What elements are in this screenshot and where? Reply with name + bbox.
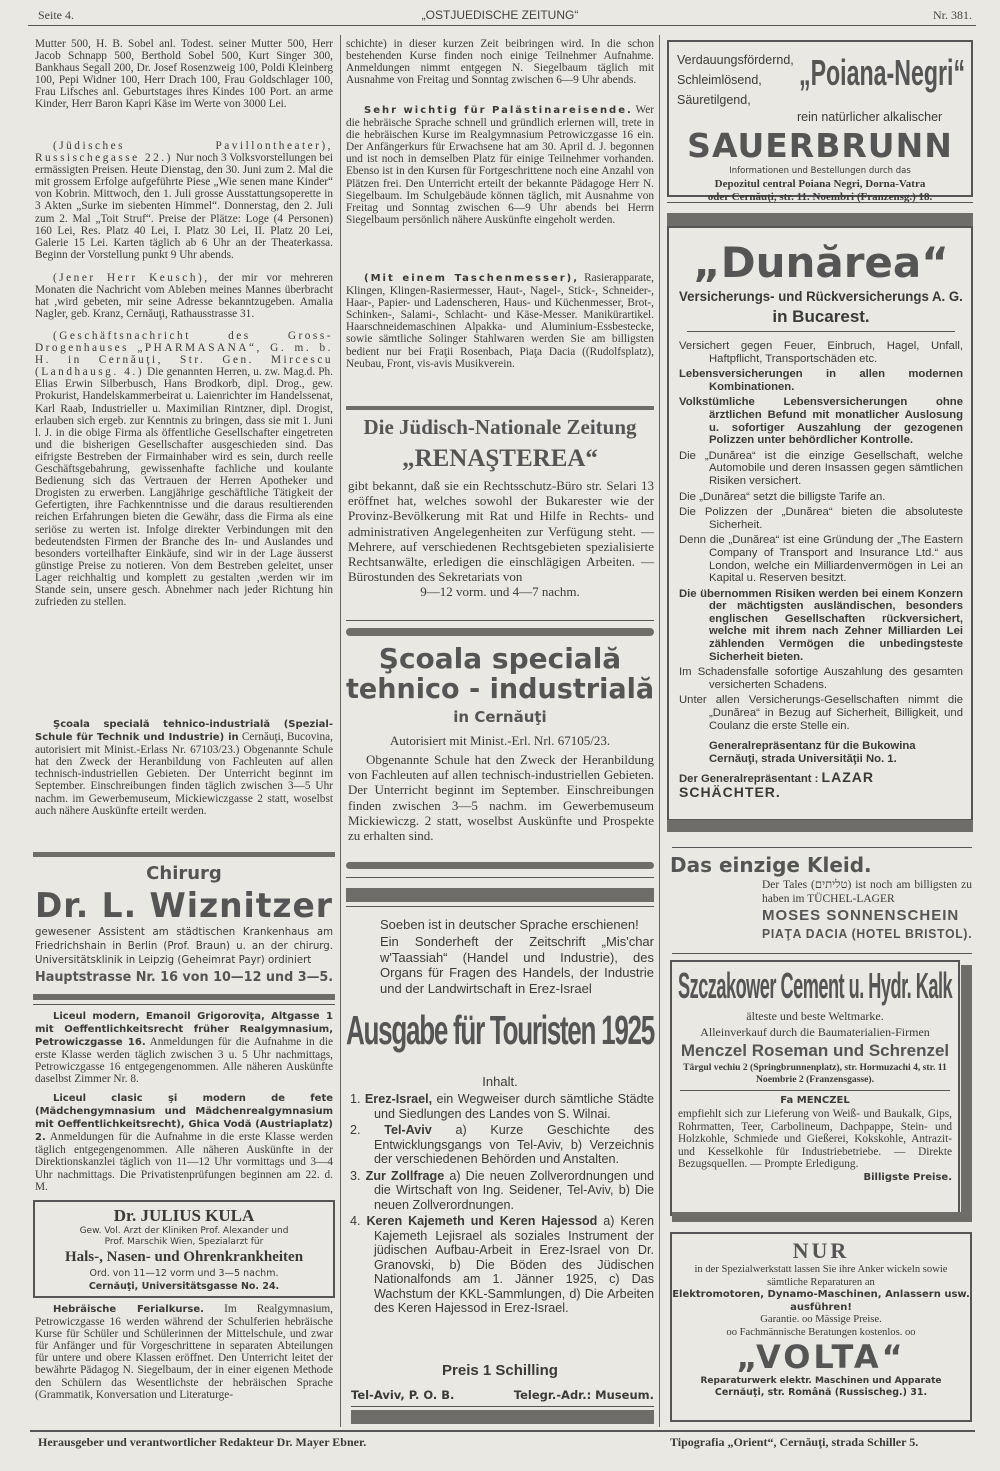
dunarea-para: Im Schadensfalle sofortige Auszahlung des gesamten versicherten Schadens.	[679, 666, 963, 691]
inhalt-list	[346, 1092, 654, 1316]
dunarea-para: Die übernommen Risiken werden bei einem Konzern der mächtigsten ausländischen, besonders englischen Gesellschaften rückversichert, welche mit ihrem nach Zehner Milliarden Lei zählenden Vermögen die unbedingsteste Sicherheit bieten.	[679, 587, 963, 663]
address-line: Depozitul central Poiana Negri, Dorna-Vatra	[714, 178, 926, 190]
divider-band	[667, 820, 973, 832]
volta-l5: Reparaturwerk elektr. Maschinen und Apparate	[700, 1376, 942, 1386]
wiznitzer-name: Dr. L. Wiznitzer	[35, 886, 333, 926]
kleid-text: Der Tales (טליתים) ist noch am billigsten zu haben im TÜCHEL-LAGER	[762, 879, 972, 905]
section	[35, 1010, 333, 1092]
scoala-notice	[35, 718, 333, 817]
lead: (Jüdisches Pavillontheater), Russischegasse 22.)	[35, 140, 333, 165]
touristen-title-wrap	[346, 1000, 654, 1072]
inhalt-item	[350, 1214, 654, 1316]
sauerbrunn-title: SAUERBRUNN	[687, 126, 953, 165]
kula-l1: Gew. Vol. Arzt der Kliniken Prof. Alexander und	[79, 1226, 289, 1236]
volta-address: Cernăuţi, str. Română (Russischeg.) 31.	[714, 1387, 928, 1398]
body: Nur noch 3 Volksvorstellungen bei ermässigten Preisen. Heute Dienstag, den 30. Juni zum 2. Mal die mit grossem Erfolge aufgeführte Piese „Wie senen mane Kinder“ von Kobrin. Mittwoch, den 1. Juli grosse Ausstattungsoperette in 3 Akten „Surke im siebenten Himmel“. Donnerstag, den 2. Juli zum 2. Mal „Toit Struf“. Preise der Plätze: Loge (4 Personen) 160 Lei, Res. Platz 40 Lei, I. Platz 30 Lei, II. Platz 20 Lei, Galerie 15 Lei. Karten täglich ab 6 Uhr an der Theaterkassa. Beginn der Vorstellung punkt 9 Uhr abends.	[35, 152, 333, 261]
lead: Hebräische Ferialkurse.	[53, 1304, 204, 1315]
volta-l1: in der Spezialwerkstatt lassen Sie ihre Anker wickeln sowie sämtliche Reparaturen an	[694, 1264, 948, 1288]
claim: Säuretilgend,	[677, 93, 751, 107]
shadow-band	[672, 1212, 972, 1222]
lead: (Jener Herr Keusch),	[53, 272, 210, 284]
dunarea-body	[679, 340, 963, 801]
renasterea-title: Die Jüdisch-Nationale Zeitung	[363, 415, 637, 439]
rep-label: Der Generalrepräsentant :	[679, 773, 819, 786]
column-rule	[659, 35, 660, 1427]
poiana-brand: „Poiana-Negri“	[799, 52, 966, 93]
rule	[680, 1090, 950, 1091]
dunarea-para: Unter allen Versicherungs-Gesellschaften nimmt die „Dunărea“ in Bezug auf Sicherheit, Billigkeit, und Coulanz die erste Stelle ein.	[679, 694, 963, 732]
dunarea-gen2: Cernăuţi, strada Universităţii No. 1.	[709, 752, 897, 765]
wavy-band	[346, 628, 654, 636]
address-row	[346, 1384, 654, 1406]
wiznitzer-ad	[35, 862, 333, 994]
taschenmesser-ad	[346, 272, 654, 370]
dunarea-brand: „Dunărea“	[693, 238, 949, 287]
section	[35, 272, 333, 330]
body: der mir vor mehreren Monaten die Nachricht vom Ableben meines Mannes überbracht hat ,wird gebeten, mir seine Adresse bekanntzugeben. Amalia Nagler, geb. Kranz, Cernăuţi, Rathausstrasse 31.	[35, 272, 333, 321]
donations-paragraph: Mutter 500, H. B. Sobel anl. Todest. seiner Mutter 500, Herr Jacob Schnapp 500, Berthold Sobel 500, Kurt Singer 300, Bankhaus Segall 200, Dr. Josef Rosenzweig 100, Poldi Kleinberg 100, Pepi Widner 100, Herr Drach 100, Frau Goldschlager 100, Frau Lifsches anl. Geburtstages ihres Kindes 100 Port. an arme Kinder, Herr Baron Kapri Käse im Werte von 3000 Lei.	[35, 38, 333, 111]
dunarea-para: Lebensversicherungen in allen modernen Kombinationen.	[679, 368, 963, 393]
ferialkurse-continued: schichte) in dieser kurzen Zeit beibringen wird. In die schon bestehenden Kurse finden noch einige Teilnehmer Aufnahme. Anmeldungen nimmt entgegen N. Siegelbaum täglich mit Ausnahme von Freitag und Sonntag zwischen 6—9 Uhr abends.	[346, 38, 654, 87]
body: Cernăuţi, Bucovina, autorisiert mit Minist.-Erlass Nr. 67103/23.) Obgenannte Schule hat den Zweck der Heranbildung von Fachleuten auf allen technisch-industriellen Gebieten. Der Unterricht beginnt im September. Einschreibungen finden täglich zwischen 3—5 Uhr nachm. im Gewerbemuseum, Mickiewiczgasse 2 statt, woselbst auch nähere Auskünfte erteilt werden.	[35, 731, 333, 817]
inhalt-item	[350, 1123, 654, 1167]
section	[346, 934, 654, 1000]
szczakower-firm: Menczel Roseman und Schrenzel	[680, 1041, 950, 1060]
rule	[33, 1004, 335, 1005]
inhalt-item	[350, 1169, 654, 1213]
rule	[672, 953, 972, 954]
scoala-title-1-wrap	[346, 644, 654, 674]
scoala-authorization: Autorisiert mit Minist.-Erl. Nrl. 67105/23.	[389, 733, 611, 748]
section	[346, 104, 654, 272]
dunarea-gen1: Generalrepräsentanz für die Bukowina	[709, 740, 916, 753]
section	[35, 1092, 333, 1200]
rule	[351, 1406, 654, 1407]
renasterea-hours: 9—12 vorm. und 4—7 nachm.	[420, 584, 580, 600]
szczakower-ad	[670, 960, 960, 1216]
szczakower-l1: älteste und beste Weltmarke.	[746, 1009, 884, 1023]
poiana-sub: rein natürlicher alkalischer	[797, 110, 943, 124]
szczakower-title: Szczakower Cement u. Hydr. Kalk	[678, 965, 953, 1006]
address-line-wrap	[673, 178, 967, 191]
dunarea-para: Die Polizzen der „Dunărea“ bieten die absoluteste Sicherheit.	[679, 506, 963, 531]
lead: Liceul clasic şi modern de fete (Mädchengymnasium und Mädchenrealgymnasium mit Oeffentlichkeitsrecht), Ghica Vodă (Austriaplatz) 2.	[35, 1093, 333, 1144]
divider	[346, 862, 654, 915]
item-number: 2.	[350, 1123, 361, 1137]
wavy-band	[346, 862, 654, 869]
divider-band	[351, 1410, 654, 1424]
keusch-notice	[35, 272, 333, 320]
body: Rasierapparate, Klingen, Klingen-Rasiermesser, Haut-, Nagel-, Stick-, Schneider-, Haar-, Papier- und Ladenscheren, Haus- und Küchenmesser, Brot-, Schinken-, Salami-, Schlacht- und Käse-Messer. Manikürartikel. Haarschneidemaschinen Alpakka- und Aluminium-Essbestecke, sowie sämtliche Solinger Stahlwaren werden Sie am billigsten bedient nur bei Fraţii Rosenbach, Piaţa Dacia ((Rudolfsplatz), Neubau, Front, vis-avis Musikverein.	[346, 272, 655, 370]
section	[35, 140, 333, 272]
header-rule	[28, 25, 976, 26]
rule	[672, 847, 972, 848]
divider-band	[33, 994, 335, 1000]
item-heading: Erez-Israel,	[364, 1092, 433, 1106]
volta-brand: „VOLTA“	[736, 1338, 906, 1376]
poiana-brand-wrap	[799, 48, 965, 98]
kleid-address-wrap	[762, 925, 972, 942]
item-text: ein Wegweiser durch sämtliche Städte und Siedlungen des Landes von S. Wilnai.	[374, 1092, 655, 1121]
poiana-negri-ad	[667, 40, 973, 203]
volta-l4: oo Fachmännische Beratungen kostenlos. oo	[726, 1326, 916, 1338]
section	[35, 330, 333, 718]
kula-hours: Ord. von 11—12 vorm und 3—5 nachm.	[89, 1268, 279, 1279]
dunarea-para: Versichert gegen Feuer, Einbruch, Hagel, Unfall, Haftpflicht, Transportschäden etc.	[679, 340, 963, 365]
section	[35, 718, 333, 852]
kula-specialty: Hals-, Nasen- und Ohrenkrankheiten	[64, 1249, 304, 1265]
liceul-clasic-notice	[35, 1092, 333, 1193]
dunarea-ad	[667, 226, 973, 821]
lead: Şcoala specială tehnico-industrială (Spezial-Schule für Technik und Industrie) in	[35, 719, 333, 744]
szczakower-title-wrap	[678, 964, 952, 1008]
liceul-modern-notice	[35, 1010, 333, 1086]
scoala-title-1: Şcoala specială	[378, 642, 622, 675]
issue-number: Nr. 381.	[933, 8, 972, 22]
body: Im Realgymnasium, Petrowiczgasse 16 werden während der Schulferien hebräische Kurse für Schüler und Schülerinnen der Mittelschule, und zwar für Anfänger und für Vorgeschrittene in separaten Abteilungen für untere und obere Klassen eröffnet. Den Unterricht leitet der bewährte Pädagog N. Siegelbaum, der in einer eigenen Methode den Schülern das Wesentlichste der hebräischen Sprache (Grammatik, Konversation und Literaturge-	[35, 1303, 333, 1401]
item-text: a) Keren Kajemeth Lejisrael als soziales Instrument der jüdischen Aufbau-Arbeit in Erez-Israel von Dr. Granovski, b) Die Böden des Jüdischen Nationalfonds am 1. Jänner 1925, c) Das Wachstum der KKL-Sammlungen, d) Die Arbeiten des Keren Hajessod in Erez-Israel.	[374, 1214, 655, 1315]
dunarea-para: Die „Dunărea“ ist die einzige Gesellschaft, welche Automobile und deren Insassen gegen sämtlichen Risiken versichert.	[679, 449, 963, 487]
wiznitzer-over: Chirurg	[146, 863, 222, 884]
section	[35, 38, 333, 140]
wiznitzer-name-wrap	[35, 886, 333, 926]
renasterea-text: gibt bekannt, daß sie ein Rechtsschutz-Büro str. Selari 13 eröffnet hat, welches sowohl der Bukarester wie der Provinz-Bevölkerung mit Rat und Hilfe in Rechts- und administrativen Angelegenheiten zur Verfügung steht. — Mehrere, auf verschiedenen Rechtsgebieten spezialisierte Rechtsanwälte, erledigen die einschlägigen Arbeiten. — Bürostunden des Sekretariats von	[348, 478, 654, 585]
poiana-address	[673, 168, 967, 204]
menczel-text: empfiehlt sich zur Lieferung von Weiß- und Baukalk, Gips, Rohrmatten, Teer, Carbolineum, Dachpappe, Stein- und Holzkohle, Schmiede und Gießerei, Kokskohle, Antrazit- und Kesselkohle für Industriebetriebe. — Direkte Bezugsquellen. — Prompte Erledigung.	[678, 1108, 952, 1171]
printer-line: Tipografia „Orient“, Cernăuţi, strada Schiller 5.	[670, 1435, 919, 1449]
renasterea-name: „RENAŞTEREA“	[402, 445, 598, 472]
column-rule	[340, 35, 341, 1427]
claim: Schleimlösend,	[677, 73, 762, 87]
szczakower-address: Târgul vechiu 2 (Springbrunnenplatz), str. Hormuzachi 4, str. 11 Noembrie 2 (Franzensgasse).	[683, 1062, 947, 1085]
scoala-city: in Cernăuţi	[453, 708, 547, 726]
scoala-text: Obgenannte Schule hat den Zweck der Heranbildung von Fachleuten auf allen technisch-industriellen Gebieten. Der Unterricht beginnt im September. Einschreibungen finden zwischen 3—5 nachm. im Gewerbemuseum Mickiewiczg. 2 statt, woselbst Auskünfte und Prospekte zu erhalten sind.	[348, 752, 654, 844]
szczakower-l2: Alleinverkauf durch die Baumaterialien-Firmen	[700, 1025, 930, 1039]
lead: (Mit einem Taschenmesser),	[364, 273, 580, 284]
divider-band	[346, 888, 654, 902]
nur-title: NUR	[792, 1238, 850, 1263]
item-text: a) Die neuen Zollverordnungen und die Wirtschaft von Ing. Seidener, Tel-Aviv, b) Die neuen Zollverordnungen.	[374, 1168, 654, 1212]
address-left: Tel-Aviv, P. O. B.	[351, 1388, 455, 1402]
section	[346, 1092, 654, 1358]
inhalt-label: Inhalt.	[482, 1074, 518, 1089]
touristen-title: Ausgabe für Touristen 1925	[346, 1007, 654, 1053]
kula-ad	[33, 1200, 335, 1298]
kleid-address: PIAŢA DACIA (HOTEL BRISTOL).	[762, 926, 973, 941]
rule	[687, 331, 955, 332]
divider	[33, 994, 335, 1010]
scoala-title-2: tehnico - industrială	[346, 672, 655, 705]
scoala-title-2-wrap	[346, 674, 654, 704]
rep-name: LAZAR SCHÄCHTER.	[679, 769, 874, 800]
kula-name: Dr. JULIUS KULA	[113, 1206, 255, 1225]
rule	[667, 202, 973, 203]
palaestina-notice	[346, 104, 654, 226]
body: Anmeldungen für die Aufnahme in die erste Klasse werden täglich zwischen 3 u. 5 Uhr nachmittags, Petrowiczgasse 16 entgegengenommen. Alle näheren Auskünfte daselbst Zimmer Nr. 8.	[35, 1036, 333, 1086]
item-heading: Tel-Aviv	[384, 1123, 432, 1137]
dunarea-sub2: in Bucarest.	[772, 307, 870, 326]
rule	[346, 877, 654, 878]
kula-l2: Prof. Marschik Wien, Spezialarzt für	[104, 1237, 264, 1247]
item-heading: Keren Kajemeth und Keren Hajessod	[366, 1214, 598, 1228]
pharmasana-notice	[35, 330, 333, 608]
wiznitzer-address-wrap	[35, 968, 333, 985]
section	[346, 272, 654, 406]
section	[346, 752, 654, 862]
kleid-ad	[670, 852, 972, 942]
kleid-title: Das einzige Kleid.	[670, 853, 872, 877]
inhalt-item	[350, 1092, 654, 1121]
ferialkurse-notice	[35, 1303, 333, 1401]
footer-rule	[30, 1430, 975, 1432]
soeben-line: Soeben ist in deutscher Sprache erschienen!	[380, 917, 639, 932]
kleid-name: MOSES SONNENSCHEIN	[762, 907, 960, 924]
section	[346, 478, 654, 620]
item-heading: Zur Zollfrage	[365, 1168, 445, 1183]
address-right: Telegr.-Adr.: Museum.	[513, 1388, 654, 1402]
theater-notice	[35, 140, 333, 261]
kula-address: Cernăuţi, Universitätsgasse No. 24.	[88, 1281, 280, 1292]
divider-band	[33, 852, 335, 857]
lead: Sehr wichtig für Palästinareisende.	[364, 105, 633, 116]
volta-l3: Garantie. oo Mässige Preise.	[760, 1314, 882, 1325]
kleid-name-wrap	[762, 906, 972, 925]
divider	[346, 620, 654, 644]
claim: Verdauungsfördernd,	[677, 53, 794, 67]
rule	[346, 906, 654, 907]
body: Anmeldungen für die Aufnahme in die erste Klasse werden täglich entgegengenommen. Alle näheren Auskünfte in der Direktionskanzlei täglich von 11—12 Uhr vormittags und 3—4 Uhr nachmittags. Die Privatistenprüfungen beginnen am 22. d. M.	[35, 1131, 333, 1193]
menczel-price: Billigste Preise.	[863, 1171, 952, 1183]
newspaper-title: „OSTJUEDISCHE ZEITUNG“	[421, 8, 579, 22]
szczakower-firm-wrap	[678, 1040, 952, 1062]
shadow-band	[961, 965, 972, 1215]
publisher-line: Herausgeber und verantwortlicher Redakteur Dr. Mayer Ebner.	[38, 1435, 367, 1449]
section	[346, 38, 654, 104]
item-text: a) Kurze Geschichte des Entwicklungsgangs von Tel-Aviv, b) Verzeichnis der verschiedenen Behörden und Anstalten.	[374, 1123, 654, 1166]
rule	[346, 620, 654, 621]
kleid-body	[762, 878, 972, 942]
wiznitzer-address: Hauptstrasse Nr. 16 von 10—12 und 3—5.	[35, 970, 334, 985]
body: Die genannten Herren, u. zw. Mag.d. Ph. Elias Erwin Silberbusch, Hans Brodkorb, dipl. Drog., gew. Prokurist, Handelskammerbeirat u. Laienrichter im Handelssenat, Karl Raab, Industrieller u. Maximilian Rintzner, dipl. Drogist, erlauben sich ergeb. zur Kenntnis zu bringen, dass sie mit 1. Juni l. J. in die obige Firma als öffentliche Gesellschafter eingetreten und die bisherigen Gesellschafter ausgeschieden sind. Das eifrigste Bestreben der Firmainhaber wird es sein, durch reelle Geschäftsgebahrung, gewissenhafte fachliche und koulante Bedienung sich das Vertrauen der Herren Apotheker und Drogisten zu erwerben. Langjährige geschäftliche Tätigkeit der Gefertigten, ihre Fachkenntnisse und die daraus resultierenden reichen Erfahrungen bieten die Gewähr, dass die Firma als eine seriöse zu werten ist. Infolge direkter Verbindungen mit den bedeutendsten Firmen der Branche des In- und Auslandes und besonders vorteilhafter Einkäufe, sind wir in der Lage äusserst günstige Preise zu notieren. Von dem Bestreben geleitet, unser Lager reichhaltig und komplett zu gestalten ,werden wir im Stande sein, unsere gesch. Abnehmer nach jeder Richtung hin zufrieden zu stellen.	[35, 366, 333, 609]
page-number: Seite 4.	[38, 8, 74, 22]
volta-l2: Elektromotoren, Dynamo-Maschinen, Anlassern usw. ausführen!	[672, 1289, 970, 1313]
price: Preis 1 Schilling	[442, 1362, 558, 1379]
ad-claims	[677, 50, 794, 110]
divider-band	[346, 406, 654, 410]
address-line: oder Cernăuţi, str. 11. Noembri (Franzensg.) 18.	[707, 191, 933, 203]
lead: Liceul modern, Emanoil Grigoroviţa, Altgasse 1 mit Oeffentlichkeitsrecht früher Realgymnasium, Petrowiczgasse 16.	[35, 1011, 333, 1049]
renasterea-title-wrap	[346, 414, 654, 440]
column-1	[35, 38, 333, 1401]
volta-ad	[670, 1232, 972, 1422]
dunarea-para: Volkstümliche Lebensversicherungen ohne ärztlichen Befund mit monatlicher Auslosung u. sofortiger Auszahlung der gezogenen Polizzen unter behördlicher Kontrolle.	[679, 396, 963, 447]
dunarea-sub1-wrap	[679, 288, 963, 306]
item-number: 1.	[350, 1092, 361, 1106]
dunarea-para: Die „Dunărea“ setzt die billigste Tarife an.	[679, 490, 886, 503]
body: Wer die hebräische Sprache schnell und gründlich erlernen will, trete in die hebräischen Kurse im Realgymnasium Petrowiczgasse 16 ein. Der Anfängerkurs für Erwachsene hat am 30. April d. J. begonnen und ist noch in demselben Platz für einige Teilnehmer vorhanden. Ebenso ist in den Kursen für Fortgeschrittene noch eine Anzahl von Plätzen frei. Den Unterricht erteilt der bekannte Pädagoge Herr N. Siegelbaum. Im Schulgebäude können täglich, mit Ausnahme von Freitag und Sonntag zwischen 6—9 Uhr abends bei Herrn Siegelbaum persönlich nähere Auskünfte eingeholt werden.	[346, 104, 654, 226]
divider	[351, 1406, 654, 1424]
wiznitzer-text: gewesener Assistent am städtischen Krankenhaus am Friedrichshain in Berlin (Prof. Braun) u. an der chirurg. Universitätsklinik in Leipzig (Geheimrat Payr) ordiniert	[35, 927, 333, 966]
menczel-title: Fa MENCZEL	[780, 1095, 850, 1106]
item-number: 3.	[350, 1168, 361, 1183]
column-2	[346, 38, 654, 1424]
poiana-info: Informationen und Bestellungen durch das	[729, 166, 911, 176]
sonderheft-text: Ein Sonderheft der Zeitschrift „Mis'char w'Taassiah“ (Handel und Industrie), des Organs für Fragen des Handels, der Industrie und der Landwirtschaft in Erez-Israel	[380, 934, 654, 996]
lead: (Geschäftsnachricht des Gross-Drogenhauses „PHARMASANA“, G. m. b. H. in Cernăuţi, Str. Gen. Mircescu (Landhausg. 4.)	[35, 330, 333, 379]
dunarea-sub1: Versicherungs- und Rückversicherungs A. G.	[679, 289, 963, 304]
dunarea-para: Denn die „Dunărea“ ist eine Gründung der „The Eastern Company of Transport and Insurance Ltd.“ aus London, welche ein Milliardenvermögen in Lei an Kapital u. Reserven besitzt.	[679, 534, 963, 585]
item-number: 4.	[350, 1214, 361, 1228]
